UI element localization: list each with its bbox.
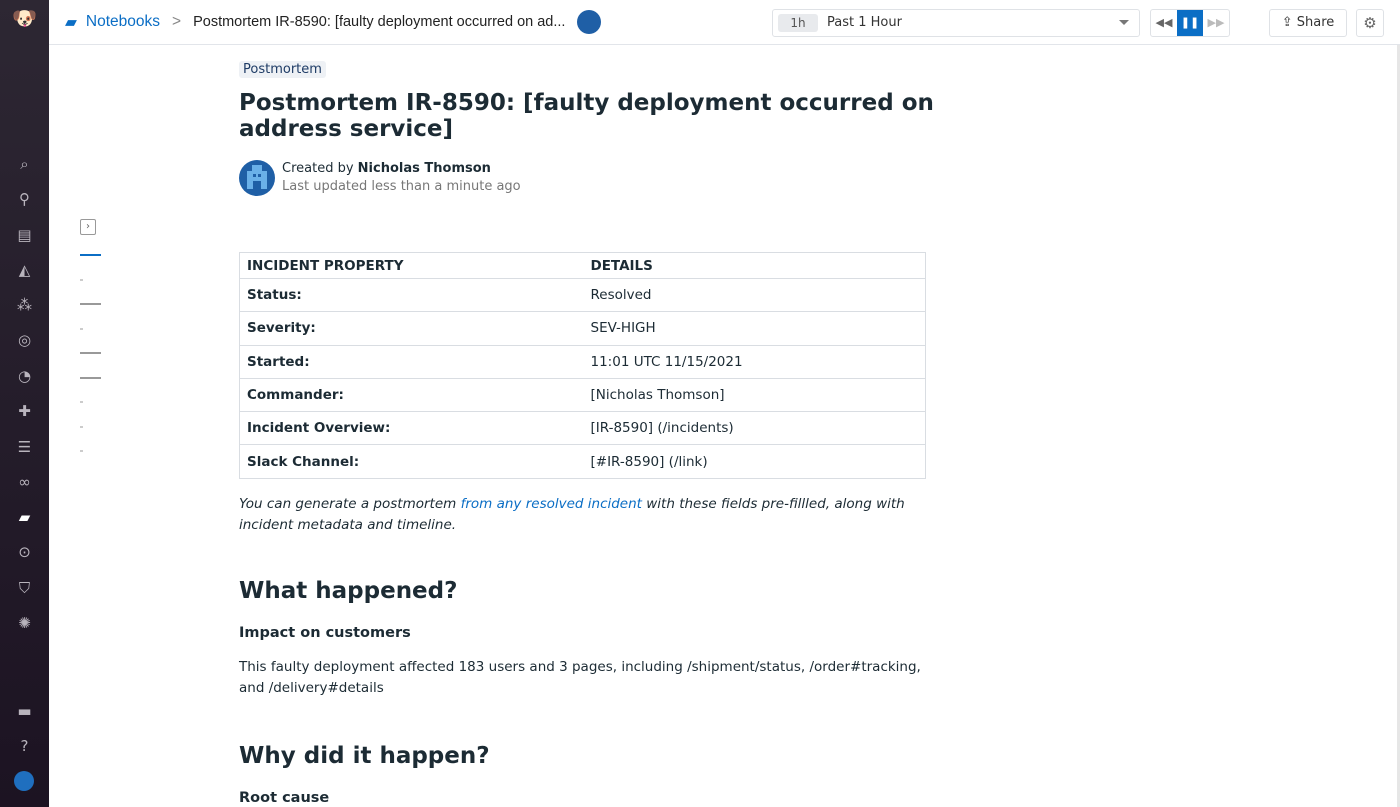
toc-item[interactable] [80, 426, 83, 428]
apm-icon[interactable]: ◔ [17, 367, 32, 385]
table-row [240, 312, 926, 345]
last-updated: Last updated less than a minute ago [282, 179, 521, 194]
table-row [240, 279, 926, 312]
created-by-label: Created by [282, 161, 358, 176]
breadcrumb-title: Postmortem IR-8590: [faulty deployment occurred on ad... [193, 14, 566, 30]
details-cell: 11:01 UTC 11/15/2021 [584, 345, 926, 378]
note-text: You can generate a postmortem [239, 495, 461, 512]
help-icon[interactable]: ? [20, 737, 29, 755]
notebooks-icon[interactable]: ▰ [18, 508, 31, 526]
author-name: Nicholas Thomson [357, 161, 491, 176]
gear-icon[interactable]: ⚙ [1356, 9, 1384, 37]
toc-item[interactable] [80, 254, 101, 256]
table-row [240, 445, 926, 478]
infrastructure-icon[interactable]: ⁂ [17, 296, 32, 314]
details-cell: [IR-8590] (/incidents) [584, 412, 926, 445]
logs-icon[interactable]: ☰ [17, 438, 32, 456]
search-icon[interactable]: ⌕ [20, 155, 29, 173]
breadcrumb-separator: > [172, 13, 182, 30]
breadcrumb-notebooks[interactable]: Notebooks [85, 13, 161, 30]
security-icon[interactable]: ⊙ [18, 543, 31, 561]
toc-item[interactable] [80, 303, 101, 305]
details-cell: Resolved [584, 279, 926, 312]
metrics-icon[interactable]: ◭ [18, 261, 31, 279]
notebook-content [239, 58, 1039, 806]
details-cell: [Nicholas Thomson] [584, 378, 926, 411]
property-cell: Severity: [240, 312, 584, 345]
incident-table [239, 252, 926, 479]
upload-icon: ⇪ [1281, 15, 1297, 30]
shield-icon[interactable]: ⛉ [18, 579, 31, 597]
time-picker[interactable] [772, 9, 1140, 37]
chevron-down-icon [1119, 20, 1129, 25]
table-row [240, 378, 926, 411]
toc-item[interactable] [80, 279, 83, 281]
table-header-row [240, 253, 926, 279]
toc-item[interactable] [80, 328, 83, 330]
property-cell: Started: [240, 345, 584, 378]
column-header: DETAILS [584, 253, 926, 279]
author-info [239, 160, 1039, 196]
time-label: Past 1 Hour [827, 15, 902, 30]
time-badge: 1h [778, 14, 818, 32]
share-button[interactable] [1269, 9, 1347, 37]
section-heading-why: Why did it happen? [239, 742, 490, 769]
dashboard-icon[interactable]: ▤ [17, 226, 32, 244]
resolved-incident-link[interactable]: from any resolved incident [460, 495, 642, 512]
table-row [240, 412, 926, 445]
subheading-impact: Impact on customers [239, 624, 411, 641]
fast-forward-icon[interactable]: ▶▶ [1207, 16, 1225, 29]
sidebar [0, 0, 49, 807]
property-cell: Commander: [240, 378, 584, 411]
user-avatar-icon[interactable] [14, 771, 34, 791]
toc-item[interactable] [80, 401, 83, 403]
section-heading-what-happened: What happened? [239, 577, 458, 604]
pause-icon[interactable]: ❚❚ [1177, 10, 1203, 36]
author-avatar-icon [577, 10, 601, 34]
binoculars-icon[interactable]: ⚲ [19, 190, 30, 208]
details-cell: SEV-HIGH [584, 312, 926, 345]
toc-item[interactable] [80, 450, 83, 452]
postmortem-note [239, 494, 919, 536]
synthetics-icon[interactable]: ∞ [18, 473, 31, 491]
column-header: INCIDENT PROPERTY [240, 253, 584, 279]
monitors-icon[interactable]: ◎ [17, 331, 32, 349]
notebook-tag[interactable]: Postmortem [239, 61, 326, 78]
page-title: Postmortem IR-8590: [faulty deployment occurred on address service] [239, 90, 934, 142]
top-bar [49, 0, 1400, 45]
notebook-icon: ▰ [65, 13, 77, 31]
playback-controls [1150, 9, 1230, 37]
breadcrumb [65, 0, 601, 44]
chat-icon[interactable]: ▬ [17, 702, 32, 720]
details-cell: [#IR-8590] (/link) [584, 445, 926, 478]
watchdog-icon[interactable]: ✺ [18, 614, 31, 632]
table-row [240, 345, 926, 378]
property-cell: Slack Channel: [240, 445, 584, 478]
author-avatar [239, 160, 275, 196]
property-cell: Status: [240, 279, 584, 312]
share-label: Share [1296, 15, 1335, 30]
logo-icon[interactable]: 🐶 [12, 6, 37, 30]
note-text: with these fields pre-fillled, along with incident metadata and timeline. [239, 495, 905, 533]
toc-item[interactable] [80, 352, 101, 354]
toc-expand-icon[interactable]: › [80, 219, 96, 235]
toc-item[interactable] [80, 377, 101, 379]
impact-text: This faulty deployment affected 183 users and 3 pages, including /shipment/status, /order#tracking, and /delivery#details [239, 658, 921, 696]
integrations-icon[interactable]: ✚ [18, 402, 31, 420]
property-cell: Incident Overview: [240, 412, 584, 445]
subheading-root-cause: Root cause [239, 789, 330, 806]
rewind-icon[interactable]: ◀◀ [1155, 16, 1173, 29]
